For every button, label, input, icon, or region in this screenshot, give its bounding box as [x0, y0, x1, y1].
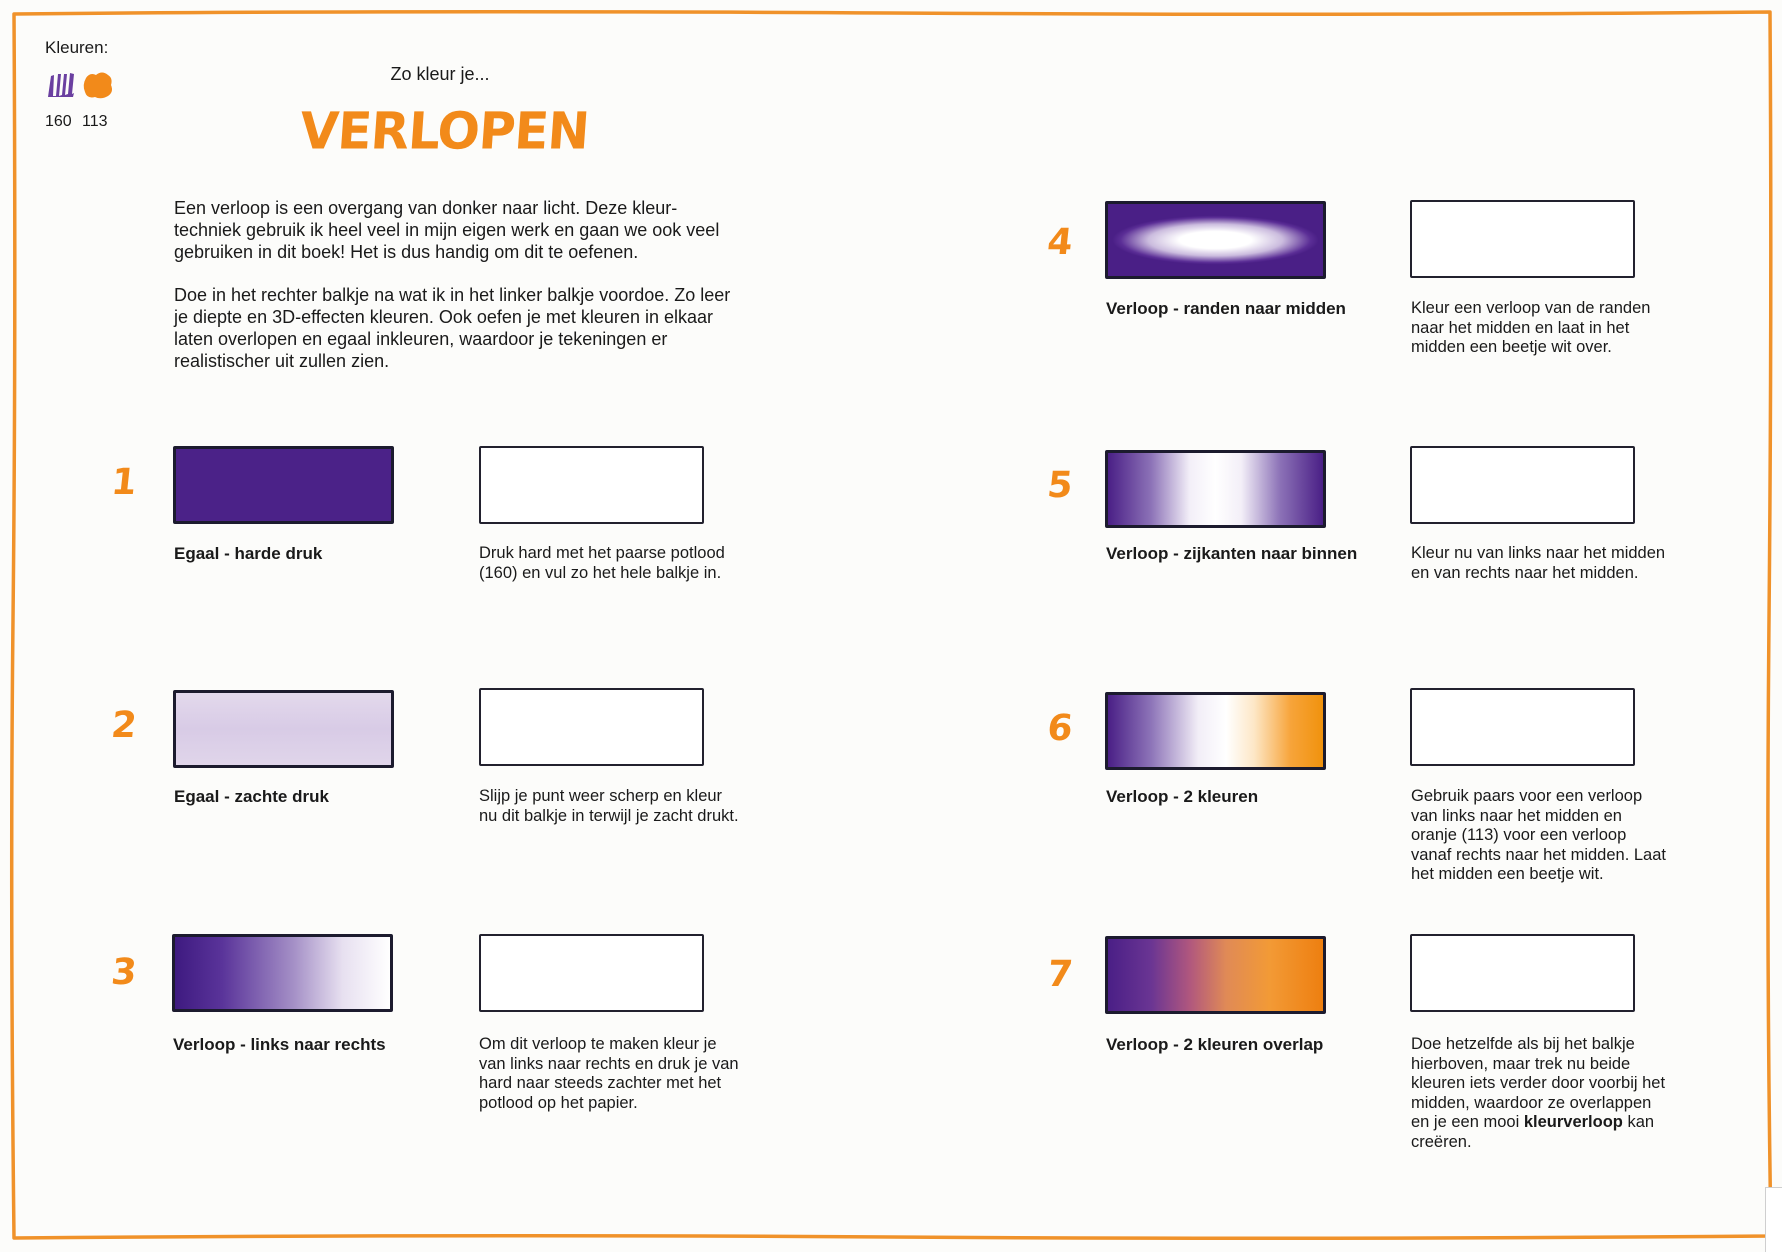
exercise-number-5: 5	[1045, 465, 1075, 506]
description-7-part-1: Doe hetzelfde als bij het balkje hierboven, maar trek nu beide kleuren iets verder door voorbij het midden, waardoor ze overlappen en je een mooi	[1411, 1035, 1666, 1131]
example-bar-6	[1105, 692, 1326, 770]
exercise-number-4: 4	[1045, 222, 1075, 263]
exercise-description-4: Kleur een verloop van de randen naar het midden en laat in het midden een beetje wit over.	[1411, 299, 1651, 356]
exercise-number-2: 2	[109, 705, 139, 746]
example-bar-7	[1105, 936, 1326, 1014]
exercise-label-4: Verloop - randen naar midden	[1106, 299, 1346, 318]
exercise-number-7: 7	[1045, 954, 1075, 995]
practice-bar-3[interactable]	[479, 934, 704, 1012]
exercise-number-1: 1	[109, 462, 139, 503]
page-title: VERLOPEN	[297, 101, 591, 161]
colors-label: Kleuren:	[45, 38, 109, 57]
exercise-description-7	[1411, 1035, 1671, 1152]
exercise-number-6: 6	[1045, 708, 1075, 749]
exercise-description-6: Gebruik paars voor een verloop van links naar het midden en oranje (113) voor een verloop vanaf rechts naar het midden. Laat het midden een beetje wit.	[1411, 787, 1666, 883]
subtitle: Zo kleur je...	[390, 64, 490, 84]
exercise-description-2: Slijp je punt weer scherp en kleur nu dit balkje in terwijl je zacht drukt.	[479, 787, 739, 825]
swatch-code-160: 160	[45, 113, 72, 130]
exercise-description-3: Om dit verloop te maken kleur je van links naar rechts en druk je van hard naar steeds zachter met het potlood op het papier.	[479, 1035, 739, 1112]
swatch-code-113: 113	[82, 113, 108, 130]
example-bar-4	[1105, 201, 1326, 279]
orange-swatch-icon	[82, 70, 114, 100]
exercise-description-5: Kleur nu van links naar het midden en van rechts naar het midden.	[1411, 544, 1666, 582]
example-bar-5	[1105, 450, 1326, 528]
practice-bar-2[interactable]	[479, 688, 704, 766]
practice-bar-6[interactable]	[1410, 688, 1635, 766]
exercise-label-2: Egaal - zachte druk	[174, 787, 329, 806]
description-7-part-2: kan creëren.	[1411, 1113, 1655, 1151]
exercise-label-7: Verloop - 2 kleuren overlap	[1106, 1035, 1324, 1054]
exercise-label-1: Egaal - harde druk	[174, 544, 323, 563]
intro-paragraph-1: Een verloop is een overgang van donker naar licht. Deze kleur-techniek gebruik ik heel veel in mijn eigen werk en gaan we ook veel gebruiken in dit boek! Het is dus handig om dit te oefenen.	[174, 198, 720, 262]
exercise-number-3: 3	[109, 952, 139, 993]
practice-bar-4[interactable]	[1410, 200, 1635, 278]
purple-swatch-icon	[45, 70, 77, 100]
example-bar-2	[173, 690, 394, 768]
practice-bar-1[interactable]	[479, 446, 704, 524]
practice-bar-7[interactable]	[1410, 934, 1635, 1012]
example-bar-1	[173, 446, 394, 524]
page-corner	[1765, 1187, 1782, 1252]
exercise-label-5: Verloop - zijkanten naar binnen	[1106, 544, 1358, 563]
intro-paragraph-2: Doe in het rechter balkje na wat ik in het linker balkje voordoe. Zo leer je diepte en 3D-effecten kleuren. Ook oefen je met kleuren in elkaar laten overlopen en egaal inkleuren, waardoor je tekeningen er realistischer uit zullen zien.	[174, 285, 731, 371]
practice-bar-5[interactable]	[1410, 446, 1635, 524]
exercise-description-1: Druk hard met het paarse potlood (160) en vul zo het hele balkje in.	[479, 544, 725, 582]
exercise-label-6: Verloop - 2 kleuren	[1106, 787, 1259, 806]
exercise-label-3: Verloop - links naar rechts	[173, 1035, 386, 1054]
description-7-bold: kleurverloop	[1523, 1113, 1623, 1131]
example-bar-3	[172, 934, 393, 1012]
